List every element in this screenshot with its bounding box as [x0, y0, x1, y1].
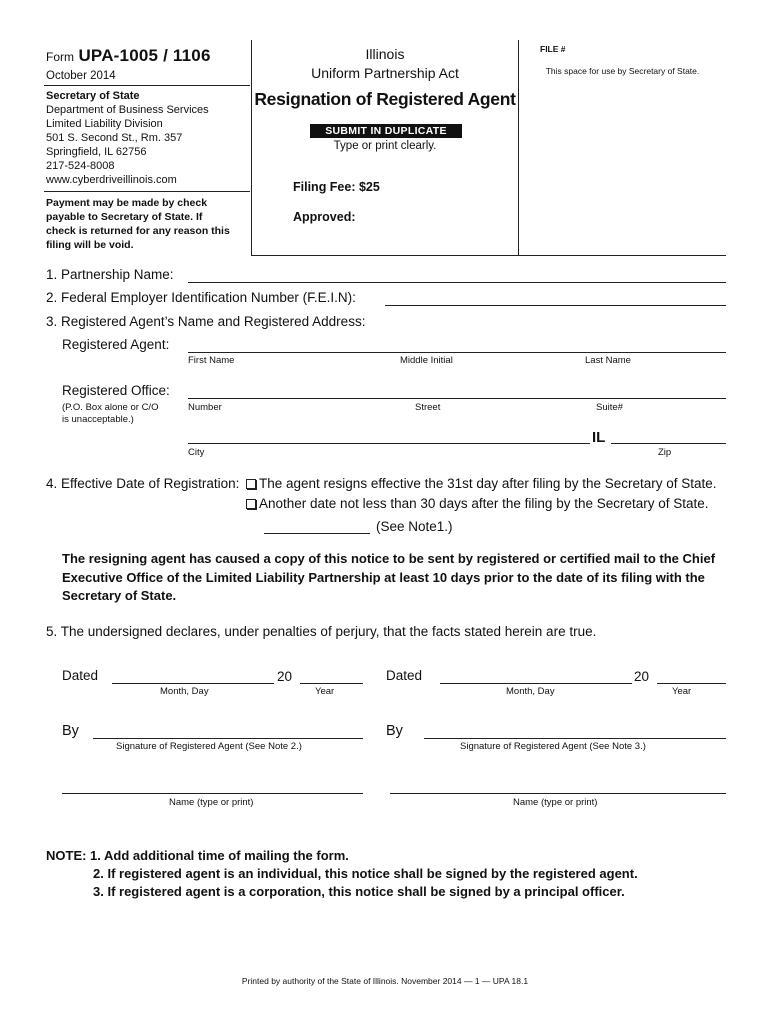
agent-statement: The resigning agent has caused a copy of this notice to be sent by registered or certified mail to the Chief Executive Office of the Limited Liability Partnership at least 10 days prior to the date of its filing with the Secretary of State.	[62, 551, 716, 603]
date-field-left[interactable]	[112, 683, 274, 684]
filing-fee: Filing Fee: $25	[293, 180, 380, 194]
submit-duplicate-badge: SUBMIT IN DUPLICATE	[310, 124, 462, 138]
form-id	[46, 46, 211, 66]
checkbox-icon[interactable]	[246, 479, 256, 489]
type-print-instruction: Type or print clearly.	[333, 140, 437, 152]
payment-note: Payment may be made by check payable to Secretary of State. If check is returned for any reason this filing will be void.	[46, 197, 230, 251]
office-line: www.cyberdriveillinois.com	[46, 174, 177, 186]
number-caption: Number	[188, 402, 222, 413]
signature-caption-left: Signature of Registered Agent (See Note 2.)	[116, 741, 302, 752]
office-line: 217-524-8008	[46, 160, 115, 172]
perjury-declaration: 5. The undersigned declares, under penalties of perjury, that the facts stated herein are true.	[46, 624, 597, 639]
year-prefix-left: 20	[277, 669, 293, 684]
partnership-name-label: 1. Partnership Name:	[46, 267, 174, 282]
file-space-note: This space for use by Secretary of State.	[545, 66, 700, 76]
middle-initial-caption: Middle Initial	[400, 355, 453, 366]
office-note: is unacceptable.)	[62, 414, 134, 425]
office-line: 501 S. Second St., Rm. 357	[46, 132, 183, 144]
city-caption: City	[188, 447, 205, 458]
dated-label-right: Dated	[386, 668, 423, 683]
registered-office-label: Registered Office:	[62, 383, 170, 398]
zip-field[interactable]	[611, 443, 726, 444]
form-prefix: Form	[46, 50, 74, 64]
act-name: Uniform Partnership Act	[311, 65, 459, 81]
year-caption: Year	[315, 686, 335, 697]
office-line: Department of Business Services	[46, 104, 209, 116]
partnership-name-field[interactable]	[188, 282, 726, 283]
office-line: Springfield, IL 62756	[46, 146, 147, 158]
office-block	[46, 89, 251, 187]
page-title: Resignation of Registered Agent	[254, 89, 516, 109]
other-date-field[interactable]	[264, 533, 370, 534]
fein-label: 2. Federal Employer Identification Number (F.E.I.N):	[46, 290, 356, 305]
signature-field-left[interactable]	[93, 738, 363, 739]
suite-caption: Suite#	[596, 402, 623, 413]
form-number: UPA-1005 / 1106	[78, 46, 211, 65]
note-3: 3. If registered agent is a corporation, this notice shall be signed by a principal officer.	[93, 884, 625, 899]
name-caption-right: Name (type or print)	[513, 797, 598, 808]
date-field-right[interactable]	[440, 683, 632, 684]
by-label-left: By	[62, 723, 79, 739]
month-day-caption: Month, Day	[160, 686, 209, 697]
year-field-right[interactable]	[657, 683, 726, 684]
month-day-caption: Month, Day	[506, 686, 555, 697]
office-note: (P.O. Box alone or C/O	[62, 402, 159, 413]
state-name: Illinois	[365, 46, 405, 62]
signature-caption-right: Signature of Registered Agent (See Note 3.)	[460, 741, 646, 752]
registered-office-field[interactable]	[188, 398, 726, 399]
by-label-right: By	[386, 723, 403, 739]
zip-caption: Zip	[658, 447, 672, 458]
office-title: Secretary of State	[46, 90, 140, 102]
dated-label-left: Dated	[62, 668, 99, 683]
footer-text: Printed by authority of the State of Illinois. November 2014 — 1 — UPA 18.1	[241, 976, 529, 986]
form-date: October 2014	[46, 70, 116, 82]
divider	[44, 85, 250, 86]
city-field[interactable]	[188, 443, 590, 444]
note-2: 2. If registered agent is an individual, this notice shall be signed by the registered agent.	[93, 866, 638, 881]
registered-agent-label: Registered Agent:	[62, 337, 170, 352]
street-caption: Street	[415, 402, 441, 413]
option-other-date[interactable]: Another date not less than 30 days after the filing by the Secretary of State.	[246, 496, 709, 511]
option-31st-day[interactable]: The agent resigns effective the 31st day after filing by the Secretary of State.	[246, 476, 717, 491]
state-il: IL	[592, 429, 606, 446]
header-bottom-rule	[251, 255, 726, 256]
effective-date-label: 4. Effective Date of Registration:	[46, 476, 240, 491]
year-prefix-right: 20	[634, 669, 650, 684]
last-name-caption: Last Name	[585, 355, 631, 366]
fein-field[interactable]	[385, 305, 726, 306]
note-1: NOTE: 1. Add additional time of mailing the form.	[46, 848, 349, 863]
agent-address-heading: 3. Registered Agent’s Name and Registered Address:	[46, 314, 366, 329]
checkbox-icon[interactable]	[246, 499, 256, 509]
year-caption: Year	[672, 686, 692, 697]
name-caption-left: Name (type or print)	[169, 797, 254, 808]
office-line: Limited Liability Division	[46, 118, 163, 130]
file-number-label: FILE #	[540, 44, 566, 54]
first-name-caption: First Name	[188, 355, 235, 366]
registered-agent-field[interactable]	[188, 352, 726, 353]
see-note-1: (See Note1.)	[376, 519, 453, 534]
name-field-left[interactable]	[62, 793, 363, 794]
divider	[44, 191, 250, 192]
name-field-right[interactable]	[390, 793, 726, 794]
year-field-left[interactable]	[300, 683, 363, 684]
signature-field-right[interactable]	[424, 738, 726, 739]
approved-label: Approved:	[293, 210, 356, 224]
